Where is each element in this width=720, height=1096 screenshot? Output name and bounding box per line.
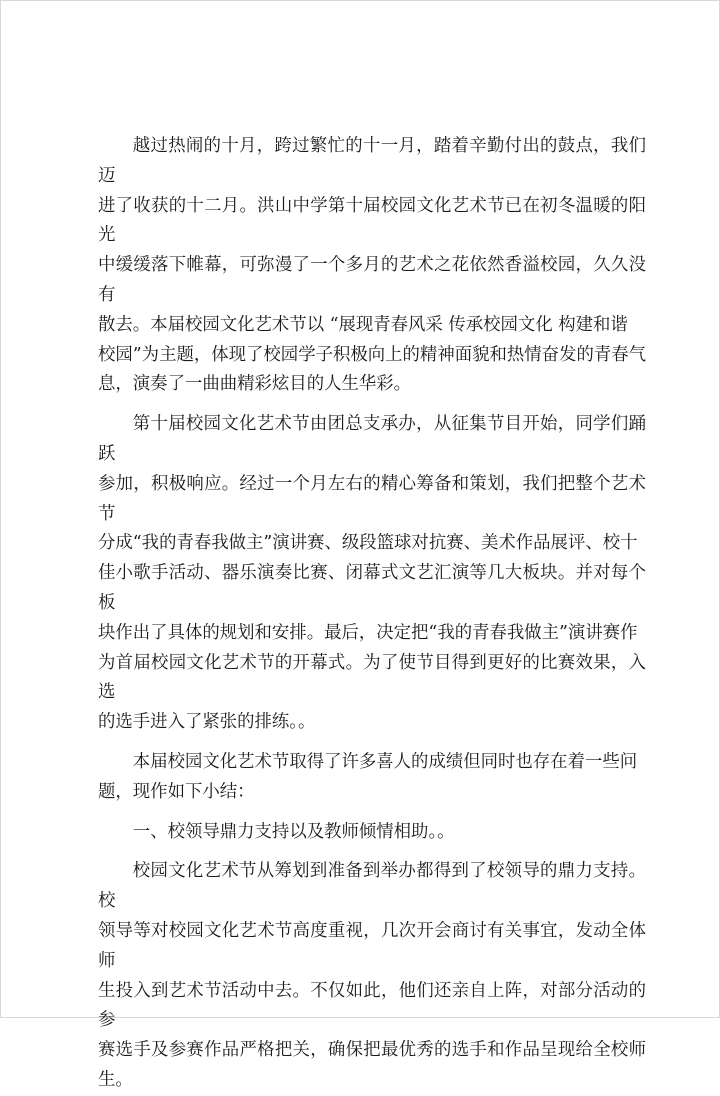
paragraph-organization: 第十届校园文化艺术节由团总支承办，从征集节目开始，同学们踊跃 参加，积极响应。经过一个月左右的精心筹备和策划，我们把整个艺术节 分成“我的青春我做主”演讲赛、级段篮球对抗赛、美术作品展评、校十 佳小歌手活动、器乐演奏比赛、闭幕式文艺汇演等几大板块。并对每个板 块作出了具体的规划和安排。最后，决定把“我的青春我做主”演讲赛作 为首届校园文化艺术节的开幕式。为了使节目得到更好的比赛效果，入选 的选手进入了紧张的排练。。 xyxy=(98,414,646,733)
document-body xyxy=(98,132,646,1096)
paragraph-leadership-support: 校园文化艺术节从筹划到准备到举办都得到了校领导的鼎力支持。校 领导等对校园文化艺术节高度重视，几次开会商讨有关事宜，发动全体师 生投入到艺术节活动中去。不仅如此，他们还亲自上阵，对部分活动的参 赛选手及参赛作品严格把关，确保把最优秀的选手和作品呈现给全校师生。 xyxy=(98,861,646,1090)
section-heading-1: 一、校领导鼎力支持以及教师倾情相助。。 xyxy=(132,821,455,842)
paragraph-intro: 越过热闹的十月，跨过繁忙的十一月，踏着辛勤付出的鼓点，我们迈 进了收获的十二月。洪山中学第十届校园文化艺术节已在初冬温暖的阳光 中缓缓落下帷幕，可弥漫了一个多月的艺术之花依然香溢校园，久久没有 散去。本届校园文化艺术节以 “展现青春风采 传承校园文化 构建和谐 校园”为主题，体现了校园学子积极向上的精神面貌和热情奋发的青春气 息，演奏了一曲曲精彩炫目的人生华彩。 xyxy=(98,136,647,395)
paragraph-summary-intro: 本届校园文化艺术节取得了许多喜人的成绩但同时也存在着一些问 题，现作如下小结： xyxy=(98,751,638,802)
